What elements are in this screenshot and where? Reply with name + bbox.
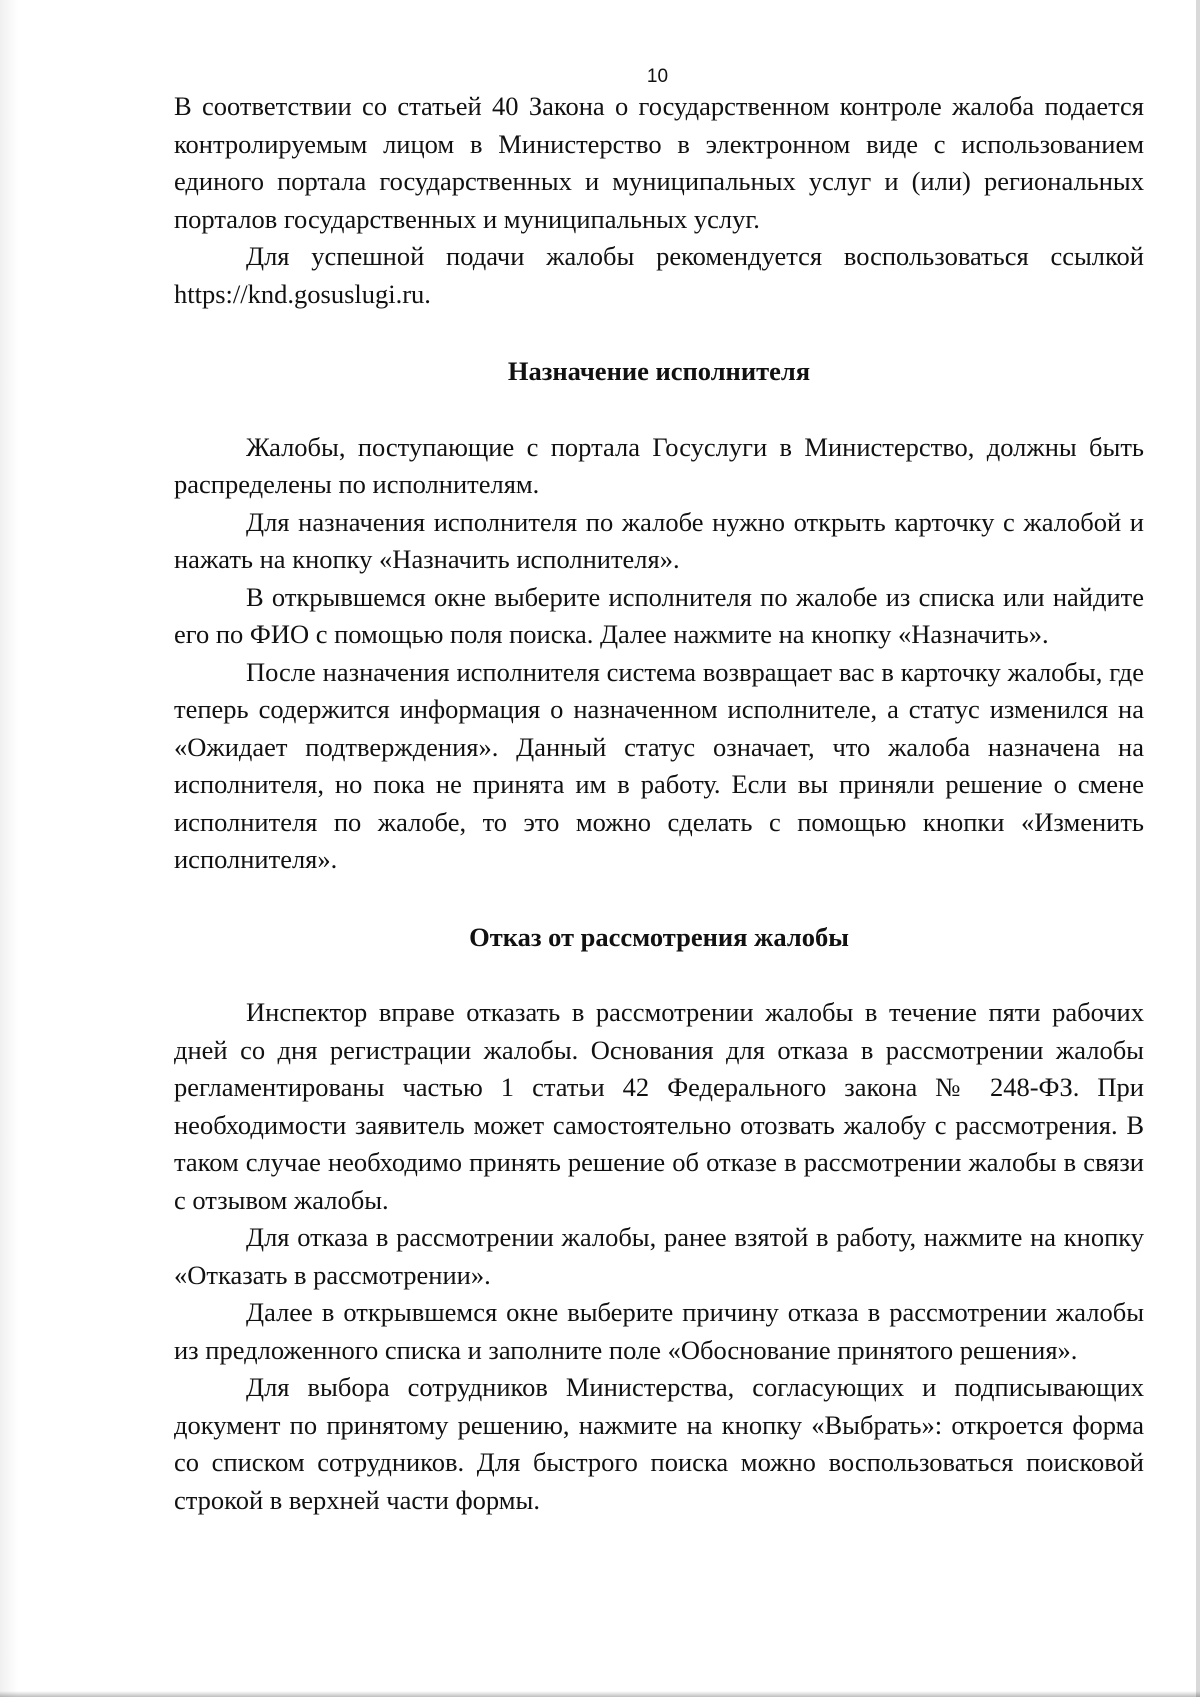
section-1-paragraph: В открывшемся окне выберите исполнителя по жалобе из списка или найдите его по ФИО с помощью поля поиска. Далее нажмите на кнопку «Назначить».: [174, 581, 1144, 649]
section-2-paragraph: Для отказа в рассмотрении жалобы, ранее взятой в работу, нажмите на кнопку «Отказать в рассмотрении».: [174, 1222, 1144, 1290]
section-1-paragraph: После назначения исполнителя система возвращает вас в карточку жалобы, где теперь содержится информация о назначенном исполнителе, а статус изменился на «Ожидает подтверждения». Данный статус означает, что жалоба назначена на исполнителя, но пока не принята им в работу. Если вы приняли решение о смене исполнителя по жалобе, то это можно сделать с помощью кнопки «Изменить исполнителя».: [174, 656, 1144, 874]
intro-paragraph-2: Для успешной подачи жалобы рекомендуется воспользоваться ссылкой https://knd.gosuslugi.ru.: [174, 241, 1144, 309]
section-2-paragraph: Для выбора сотрудников Министерства, согласующих и подписывающих документ по принятому решению, нажмите на кнопку «Выбрать»: откроется форма со списком сотрудников. Для быстрого поиска можно воспользоваться поисковой строкой в верхней части формы.: [174, 1372, 1144, 1515]
section-1-paragraph: Для назначения исполнителя по жалобе нужно открыть карточку с жалобой и нажать на кнопку «Назначить исполнителя».: [174, 506, 1144, 574]
section-1-paragraph: Жалобы, поступающие с портала Госуслуги в Министерство, должны быть распределены по исполнителям.: [174, 431, 1144, 499]
section-heading-assign-executor: Назначение исполнителя: [507, 356, 811, 386]
scan-edge-right: [1196, 0, 1200, 1697]
section-heading-refusal: Отказ от рассмотрения жалобы: [469, 921, 849, 952]
document-body: [174, 88, 1144, 1519]
scan-edge-left: [0, 0, 18, 1697]
scan-edge-bottom: [0, 1691, 1200, 1697]
intro-paragraph-1: В соответствии со статьей 40 Закона о государственном контроле жалоба подается контролируемым лицом в Министерство в электронном виде с использованием единого портала государственных и муниципальных услуг и (или) региональных порталов государственных и муниципальных услуг.: [174, 91, 1144, 234]
section-2-paragraph: Инспектор вправе отказать в рассмотрении жалобы в течение пяти рабочих дней со дня регистрации жалобы. Основания для отказа в рассмотрении жалобы регламентированы частью 1 статьи 42 Федерального закона № 248-ФЗ. При необходимости заявитель может самостоятельно отозвать жалобу с рассмотрения. В таком случае необходимо принять решение об отказе в рассмотрении жалобы в связи с отзывом жалобы.: [174, 997, 1144, 1215]
page-number: 10: [646, 66, 669, 87]
section-2-paragraph: Далее в открывшемся окне выберите причину отказа в рассмотрении жалобы из предложенного списка и заполните поле «Обоснование принятого решения».: [174, 1297, 1144, 1365]
